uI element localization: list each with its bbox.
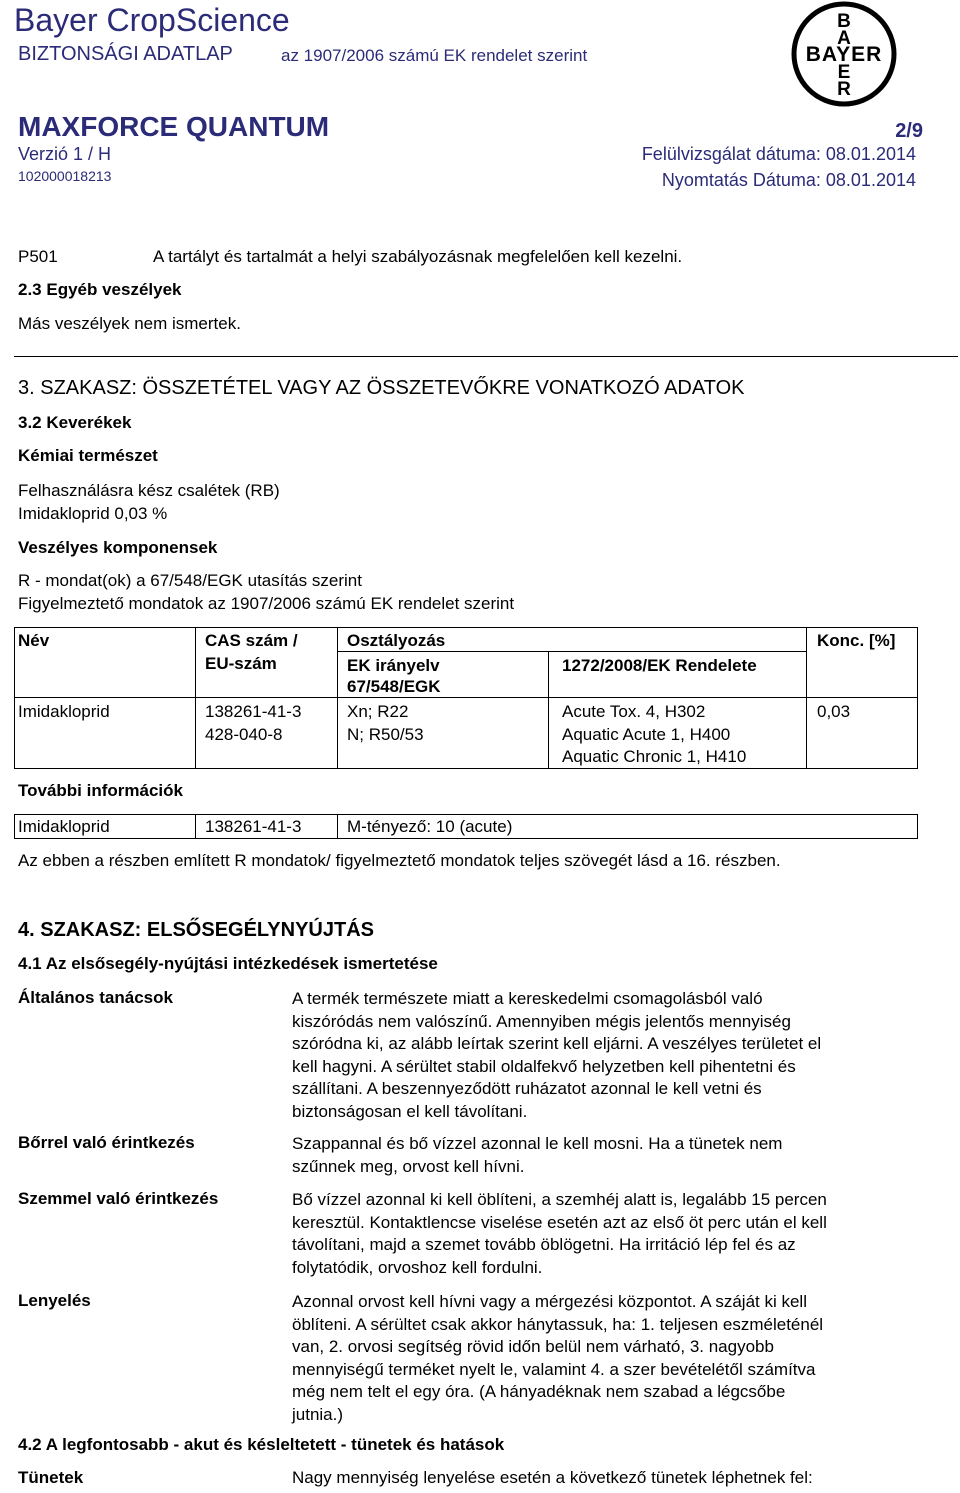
imidacloprid-percent: Imidakloprid 0,03 %: [18, 504, 168, 523]
svg-text:A: A: [837, 28, 851, 49]
general-advice-text: A termék természete miatt a kereskedelmi csomagolásból való kiszóródás nem valószínű. Amennyiben mégis jelentős mennyiség szóródna ki, az alább leírtak szerint kell eljárni. A veszélyes területet el kell hagyni. A sérültet stabil oldalfekvő helyzetben kell pihentetni és szállítani. A beszennyeződött ruházatot azonnal le kell vetni és biztonságosan el kell távolítani.: [292, 989, 822, 1121]
section4-heading: 4. SZAKASZ: ELSŐSEGÉLYNYÚJTÁS: [18, 919, 374, 941]
r-phrases-text: R - mondat(ok) a 67/548/EGK utasítás szerint: [18, 571, 362, 590]
product-name: MAXFORCE QUANTUM: [18, 111, 330, 142]
first-aid-measures-heading: 4.1 Az elsősegély-nyújtási intézkedések ismertetése: [18, 954, 438, 973]
eye-contact-label: Szemmel való érintkezés: [18, 1189, 219, 1208]
p501-text: A tartályt és tartalmát a helyi szabályozásnak megfelelően kell kezelni.: [153, 247, 683, 266]
full-text-note: Az ebben a részben említett R mondatok/ figyelmeztető mondatok teljes szövegét lásd a 16. részben.: [18, 851, 781, 870]
ingestion-label: Lenyelés: [18, 1291, 91, 1310]
header-classification: Osztályozás: [347, 631, 446, 650]
symptoms-label: Tünetek: [18, 1468, 84, 1487]
row-concentration: 0,03: [817, 702, 851, 721]
m-row-name: Imidakloprid: [18, 817, 110, 836]
header-ek-directive: EK irányelv: [347, 656, 440, 675]
row-name: Imidakloprid: [18, 702, 110, 721]
composition-table: [14, 627, 918, 769]
header-clp: 1272/2008/EK Rendelete: [562, 656, 757, 675]
version: Verzió 1 / H: [18, 144, 112, 164]
symptoms-text: Nagy mennyiség lenyelése esetén a következő tünetek léphetnek fel:: [292, 1468, 813, 1487]
company-name: Bayer CropScience: [14, 2, 290, 38]
row-clp-2: Aquatic Acute 1, H400: [562, 725, 731, 744]
skin-contact-label: Bőrrel való érintkezés: [18, 1133, 195, 1152]
ingestion-text: Azonnal orvost kell hívni vagy a mérgezési központot. A száját ki kell öblíteni. A sérültet csak akkor hánytassuk, ha: 1. teljesen eszméleténél van, 2. orvosi segítség rövid időn belül nem várható, 3. nagyobb mennyiségű terméket nyelt le, valamint 4. a szer bevételétől számítva még nem telt el egy óra. (A hányadéknak nem szabad a légcsőbe jutnia.): [292, 1292, 824, 1424]
other-hazards-text: Más veszélyek nem ismertek.: [18, 314, 241, 333]
print-date: Nyomtatás Dátuma: 08.01.2014: [661, 170, 916, 190]
chemical-nature-heading: Kémiai természet: [18, 446, 158, 465]
header-cas: CAS szám /: [205, 631, 298, 650]
header-concentration: Konc. [%]: [817, 631, 896, 650]
section3-heading: 3. SZAKASZ: ÖSSZETÉTEL VAGY AZ ÖSSZETEVŐKRE VONATKOZÓ ADATOK: [18, 377, 745, 399]
svg-text:E: E: [837, 62, 851, 83]
row-clp-1: Acute Tox. 4, H302: [562, 702, 706, 721]
eye-contact-text: Bő vízzel azonnal ki kell öblíteni, a szemhéj alatt is, legalább 15 percen keresztül. Kontaktlencse viselése esetén azt az első öt perc után el kell távolítani, majd a szemet tovább öblögetni. Ha irritáció lép fel és az folytatódik, orvoshoz kell fordulni.: [292, 1190, 827, 1277]
page-number: 2/9: [895, 120, 923, 142]
doc-title: BIZTONSÁGI ADATLAP: [18, 43, 233, 65]
general-advice-label: Általános tanácsok: [18, 988, 173, 1007]
doc-subtitle: az 1907/2006 számú EK rendelet szerint: [281, 46, 588, 65]
svg-text:B: B: [837, 11, 851, 32]
other-hazards-heading: 2.3 Egyéb veszélyek: [18, 280, 182, 299]
h-statements-text: Figyelmeztető mondatok az 1907/2006 számú EK rendelet szerint: [18, 594, 515, 613]
section-divider: [14, 356, 958, 357]
row-clp-3: Aquatic Chronic 1, H410: [562, 747, 747, 766]
header-eu: EU-szám: [205, 654, 277, 673]
further-info-heading: További információk: [18, 781, 183, 800]
hazardous-components-heading: Veszélyes komponensek: [18, 538, 218, 557]
bayer-logo: [790, 0, 898, 108]
skin-contact-text: Szappannal és bő vízzel azonnal le kell mosni. Ha a tünetek nem szűnnek meg, orvost kell hívni.: [292, 1134, 783, 1176]
row-ek-2: N; R50/53: [347, 725, 424, 744]
symptoms-effects-heading: 4.2 A legfontosabb - akut és késleltetett - tünetek és hatások: [18, 1435, 505, 1454]
m-row-cas: 138261-41-3: [205, 817, 302, 836]
row-cas: 138261-41-3: [205, 702, 302, 721]
row-eu: 428-040-8: [205, 725, 283, 744]
header-name: Név: [18, 631, 50, 650]
svg-text:R: R: [837, 79, 851, 100]
row-ek-1: Xn; R22: [347, 702, 409, 721]
revision-date: Felülvizsgálat dátuma: 08.01.2014: [641, 144, 916, 164]
document-number: 102000018213: [18, 168, 112, 184]
mixtures-heading: 3.2 Keverékek: [18, 413, 132, 432]
m-row-factor: M-tényező: 10 (acute): [347, 817, 513, 836]
bait-text: Felhasználásra kész csalétek (RB): [18, 481, 280, 500]
p501-code: P501: [18, 247, 58, 266]
svg-text:BAYER: BAYER: [805, 43, 883, 66]
header-ek-number: 67/548/EGK: [347, 677, 441, 696]
